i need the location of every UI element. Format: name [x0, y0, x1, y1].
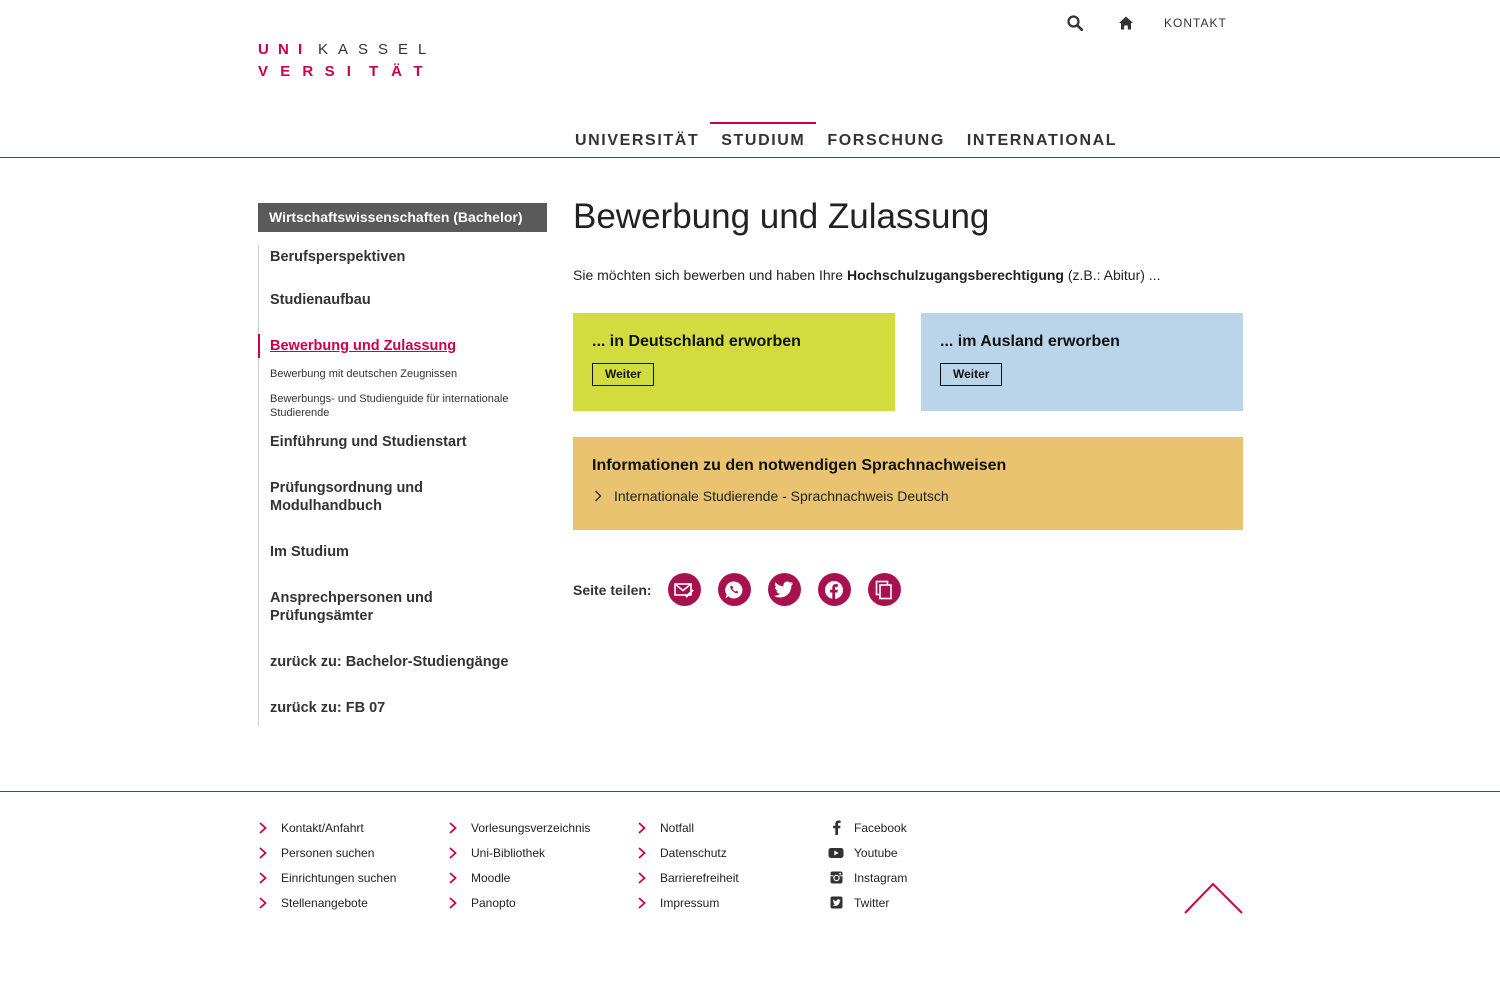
box-ausland-title: ... im Ausland erworben — [940, 333, 1120, 350]
logo-letter: I — [346, 63, 351, 80]
sidebar — [258, 203, 547, 726]
chevron-right-icon — [637, 846, 647, 860]
logo-letter: V — [258, 63, 269, 80]
sidebar-item-einfuehrung[interactable]: Einführung und Studienstart — [270, 434, 467, 450]
footer-link-impressum[interactable] — [637, 890, 739, 915]
chevron-right-icon — [637, 871, 647, 885]
footer-column-3 — [637, 815, 739, 915]
footer-link-barrierefreiheit[interactable] — [637, 865, 739, 890]
footer-link-kontakt[interactable] — [258, 815, 396, 840]
footer-link-label: Moodle — [471, 870, 511, 885]
footer-link-stellenangebote[interactable] — [258, 890, 396, 915]
facebook-icon — [828, 820, 844, 835]
footer-link-moodle[interactable] — [448, 865, 590, 890]
search-icon[interactable] — [1064, 12, 1086, 34]
footer-link-bibliothek[interactable] — [448, 840, 590, 865]
logo-row-1 — [258, 40, 438, 62]
nav-item-international[interactable]: INTERNATIONAL — [966, 132, 1118, 149]
footer-link-label: Datenschutz — [660, 845, 727, 860]
box-sprachnachweise-title: Informationen zu den notwendigen Sprachnachweisen — [592, 457, 1007, 474]
footer-link-label: Einrichtungen suchen — [281, 870, 397, 885]
footer-divider — [0, 791, 1500, 792]
logo-letter: L — [418, 41, 427, 58]
logo-row-2 — [258, 62, 438, 84]
sprachnachweis-link[interactable] — [592, 488, 1224, 504]
header-divider — [0, 157, 1500, 158]
kontakt-link[interactable]: KONTAKT — [1164, 16, 1227, 30]
intro-text-end: (z.B.: Abitur) ... — [1063, 267, 1161, 283]
nav-item-universitaet[interactable]: UNIVERSITÄT — [575, 132, 700, 149]
instagram-icon — [828, 871, 844, 884]
logo-letter: A — [338, 41, 349, 58]
share-label: Seite teilen: — [573, 581, 652, 598]
logo-letter: T — [368, 63, 379, 80]
youtube-icon — [828, 847, 844, 859]
logo-letter: I — [298, 41, 303, 58]
footer-column-2 — [448, 815, 590, 915]
logo-letter: S — [378, 41, 389, 58]
chevron-right-icon — [594, 490, 602, 502]
chevron-right-icon — [258, 896, 268, 910]
share-facebook-icon[interactable] — [818, 573, 851, 606]
footer-link-vorlesungsverzeichnis[interactable] — [448, 815, 590, 840]
footer-link-label: Stellenangebote — [281, 895, 368, 910]
sidebar-item-pruefungsordnung[interactable]: Prüfungsordnung und Modulhandbuch — [270, 480, 424, 514]
sidebar-subitem-deutsche-zeugnisse[interactable]: Bewerbung mit deutschen Zeugnissen — [270, 368, 458, 380]
box-sprachnachweise — [573, 437, 1243, 530]
share-bar — [573, 573, 918, 606]
footer-social-label: Facebook — [854, 820, 907, 835]
chevron-right-icon — [258, 871, 268, 885]
logo-letter: T — [413, 63, 423, 80]
top-utility-bar — [1060, 12, 1227, 34]
chevron-right-icon — [637, 821, 647, 835]
chevron-right-icon — [448, 846, 458, 860]
logo-letter: S — [358, 41, 369, 58]
logo-letter: E — [398, 41, 409, 58]
footer-column-1 — [258, 815, 396, 915]
box-ausland — [921, 313, 1243, 411]
main-content — [573, 195, 1243, 598]
logo-letter: S — [324, 63, 335, 80]
footer-social-twitter[interactable] — [828, 890, 907, 915]
sidebar-item-zurueck-fb07[interactable]: zurück zu: FB 07 — [270, 700, 386, 716]
logo-letter: N — [278, 41, 289, 58]
footer-social-facebook[interactable] — [828, 815, 907, 840]
footer-link-personen[interactable] — [258, 840, 396, 865]
chevron-right-icon — [258, 821, 268, 835]
sidebar-list — [258, 245, 547, 726]
sidebar-item-studienaufbau[interactable]: Studienaufbau — [270, 292, 371, 308]
page-title: Bewerbung und Zulassung — [573, 197, 990, 236]
footer-social-label: Youtube — [854, 845, 898, 860]
footer-social-youtube[interactable] — [828, 840, 907, 865]
sprachnachweis-link-label: Internationale Studierende - Sprachnachweis Deutsch — [614, 488, 949, 504]
logo-letter: U — [258, 41, 269, 58]
nav-item-forschung[interactable]: FORSCHUNG — [827, 132, 945, 149]
footer-link-label: Notfall — [660, 820, 695, 835]
chevron-right-icon — [448, 871, 458, 885]
sidebar-item-berufsperspektiven[interactable]: Berufsperspektiven — [270, 249, 406, 265]
footer-link-label: Panopto — [471, 895, 516, 910]
weiter-button-ausland[interactable]: Weiter — [940, 363, 1002, 386]
twitter-icon — [828, 896, 844, 909]
box-deutschland-title: ... in Deutschland erworben — [592, 333, 801, 350]
share-email-icon[interactable] — [668, 573, 701, 606]
intro-text-bold: Hochschulzugangsberechtigung — [846, 267, 1064, 283]
back-to-top-icon[interactable] — [1184, 882, 1244, 916]
logo-letter: R — [302, 63, 314, 80]
weiter-button-deutschland[interactable]: Weiter — [592, 363, 654, 386]
sidebar-heading[interactable]: Wirtschaftswissenschaften (Bachelor) — [258, 203, 547, 232]
footer-social-column — [828, 815, 907, 915]
sidebar-subitem-studienguide-international[interactable]: Bewerbungs- und Studienguide für internationale Studierende — [270, 393, 509, 419]
share-twitter-icon[interactable] — [768, 573, 801, 606]
footer-social-instagram[interactable] — [828, 865, 907, 890]
footer-social-label: Twitter — [854, 895, 890, 910]
chevron-right-icon — [448, 896, 458, 910]
intro-text-start: Sie möchten sich bewerben und haben Ihre — [573, 267, 847, 283]
university-logo[interactable] — [258, 40, 438, 84]
share-copy-icon[interactable] — [868, 573, 901, 606]
main-navigation — [564, 122, 1128, 158]
logo-letter: K — [318, 41, 329, 58]
box-deutschland — [573, 313, 895, 411]
sidebar-item-bewerbung-zulassung[interactable]: Bewerbung und Zulassung — [270, 337, 547, 367]
logo-letter: E — [280, 63, 291, 80]
home-icon[interactable] — [1115, 12, 1137, 34]
footer-link-label: Barrierefreiheit — [660, 870, 739, 885]
chevron-right-icon — [637, 896, 647, 910]
nav-item-studium[interactable]: STUDIUM — [710, 122, 816, 158]
footer-link-label: Impressum — [660, 895, 720, 910]
footer-link-label: Personen suchen — [281, 845, 375, 860]
footer-link-datenschutz[interactable] — [637, 840, 739, 865]
footer-social-label: Instagram — [854, 870, 908, 885]
sidebar-item-im-studium[interactable]: Im Studium — [270, 544, 349, 560]
chevron-right-icon — [258, 846, 268, 860]
sidebar-item-ansprechpersonen[interactable]: Ansprechpersonen und Prüfungsämter — [270, 590, 433, 624]
footer-link-label: Uni-Bibliothek — [471, 845, 546, 860]
footer-link-einrichtungen[interactable] — [258, 865, 396, 890]
logo-letter: Ä — [391, 63, 402, 80]
footer-link-label: Kontakt/Anfahrt — [281, 820, 364, 835]
sidebar-item-zurueck-bachelor[interactable]: zurück zu: Bachelor-Studiengänge — [270, 654, 509, 670]
chevron-right-icon — [448, 821, 458, 835]
footer-link-label: Vorlesungsverzeichnis — [471, 820, 591, 835]
footer-link-panopto[interactable] — [448, 890, 590, 915]
intro-text — [573, 267, 1243, 283]
share-whatsapp-icon[interactable] — [718, 573, 751, 606]
footer-link-notfall[interactable] — [637, 815, 739, 840]
